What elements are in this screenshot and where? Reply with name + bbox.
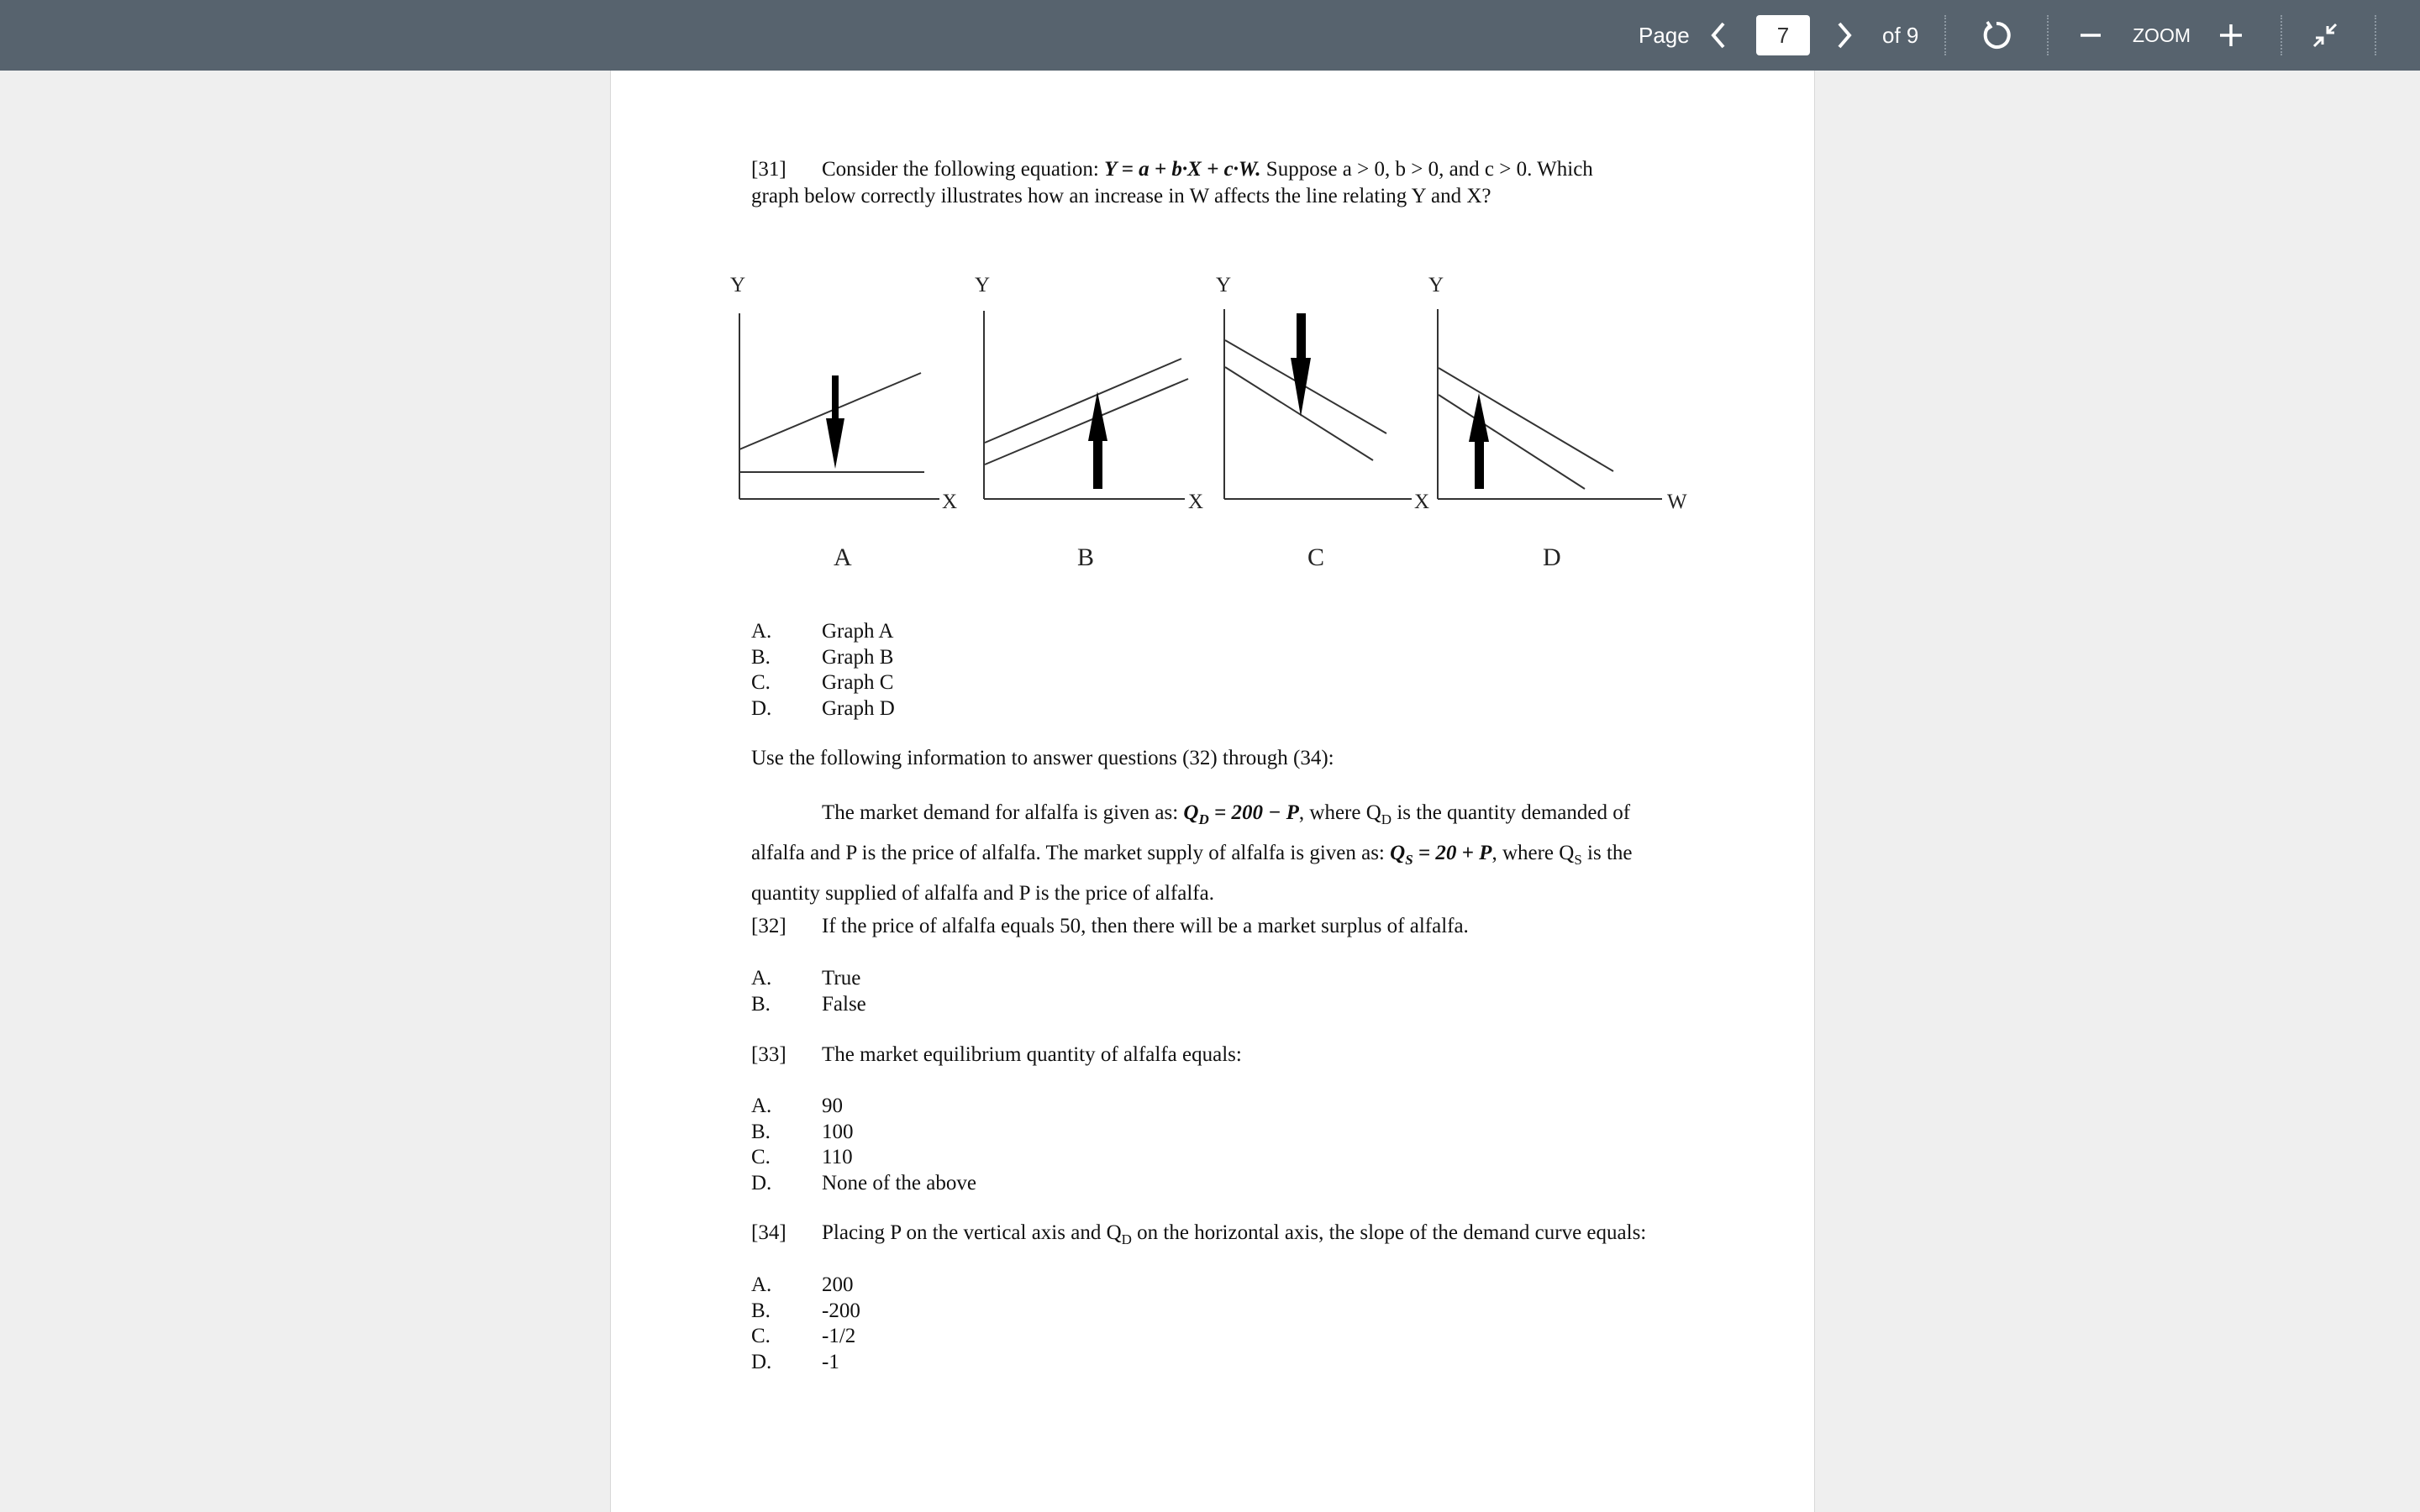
zoom-out-button[interactable]	[2079, 0, 2102, 71]
axis-label-w: W	[1667, 491, 1687, 513]
axis-label-y: Y	[975, 274, 991, 297]
question-text: Consider the following equation:	[822, 158, 1099, 181]
answer-option[interactable]: D. -1	[751, 1350, 839, 1373]
zoom-label: ZOOM	[2133, 24, 2191, 46]
axis-label-y: Y	[730, 274, 746, 297]
question-33-options	[751, 1094, 976, 1196]
answer-option[interactable]: B. Graph B	[751, 645, 894, 669]
equation: Y = a + b·X + c·W.	[1104, 158, 1261, 181]
info-paragraph: The market demand for alfalfa is given as: $Q_D = 200 - P$, where $Q_D$ is the quantity demanded of alfalfa and P is the price of alfalfa. The market supply of alfalfa is given as: $Q_S = 20 + P$, where $Q_S$ is the quantity supplied of alfalfa and P is the price of alfalfa.	[751, 801, 1633, 905]
question-34-options	[751, 1273, 860, 1375]
question-31-options	[751, 619, 895, 722]
minus-icon	[2079, 24, 2102, 47]
collapse-icon	[2311, 21, 2339, 50]
axis-label-y: Y	[1428, 274, 1444, 297]
question-32: [32] If the price of alfalfa equals 50, then there will be a market surplus of alfalfa.	[751, 915, 1469, 937]
answer-option[interactable]: A. 200	[751, 1273, 854, 1296]
rotate-icon	[1980, 18, 2013, 52]
toolbar-divider	[2047, 15, 2049, 55]
answer-option[interactable]: A. True	[751, 967, 861, 990]
answer-option[interactable]: B. 100	[751, 1120, 854, 1143]
page-count: of 9	[1882, 22, 1919, 48]
answer-option[interactable]: C. -1/2	[751, 1325, 856, 1347]
toolbar-divider	[1944, 15, 1946, 55]
axis-label-x: X	[1188, 491, 1204, 513]
next-page-button[interactable]	[1833, 0, 1855, 71]
question-number: [31]	[751, 158, 786, 181]
answer-option[interactable]: B. -200	[751, 1299, 860, 1322]
answer-option[interactable]: D. None of the above	[751, 1171, 976, 1194]
toolbar-divider	[2375, 15, 2376, 55]
rotate-button[interactable]	[1980, 0, 2013, 71]
axis-label-x: X	[942, 491, 958, 513]
axis-label-x: X	[1414, 491, 1430, 513]
axis-label-y: Y	[1216, 274, 1232, 297]
question-text: graph below correctly illustrates how an increase in W affects the line relating Y and X?	[751, 185, 1491, 207]
page-label: Page	[1639, 22, 1690, 48]
question-text: Suppose a > 0, b > 0, and c > 0. Which	[1265, 158, 1593, 181]
question-34: [34] Placing P on the vertical axis and $Q_D$ on the horizontal axis, the slope of the demand curve equals:	[751, 1221, 1647, 1247]
prev-page-button[interactable]	[1707, 0, 1729, 71]
panel-label: D	[1543, 543, 1561, 571]
answer-option[interactable]: B. False	[751, 992, 866, 1016]
panel-label: A	[834, 543, 852, 571]
exit-fullscreen-button[interactable]	[2311, 0, 2339, 71]
chevron-left-icon	[1707, 18, 1729, 52]
answer-option[interactable]: C. 110	[751, 1146, 853, 1168]
info-intro: Use the following information to answer questions (32) through (34):	[751, 747, 1334, 769]
toolbar-divider	[2281, 15, 2282, 55]
plus-icon	[2218, 23, 2244, 48]
question-32-options	[751, 966, 866, 1017]
page-number-input[interactable]	[1756, 15, 1810, 55]
panel-label: B	[1077, 543, 1095, 571]
answer-option[interactable]: D. Graph D	[751, 696, 895, 720]
chevron-right-icon	[1833, 18, 1855, 52]
question-31	[751, 156, 1684, 210]
viewer-toolbar	[0, 0, 2420, 71]
panel-label: C	[1307, 543, 1325, 571]
question-33: [33] The market equilibrium quantity of alfalfa equals:	[751, 1043, 1242, 1066]
answer-option[interactable]: A. 90	[751, 1095, 843, 1117]
answer-option[interactable]: C. Graph C	[751, 671, 894, 694]
zoom-in-button[interactable]	[2218, 0, 2244, 71]
answer-option[interactable]: A. Graph A	[751, 620, 894, 643]
